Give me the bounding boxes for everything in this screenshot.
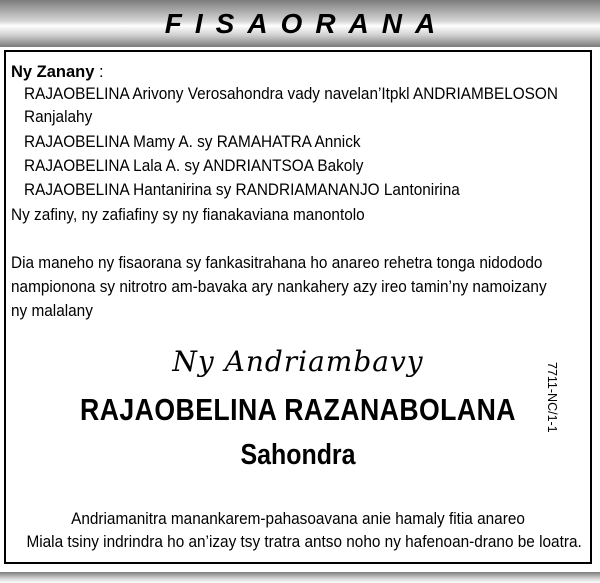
- closing-line-2: Miala tsiny indrindra ho an’izay tsy tratra antso noho ny hafenoan-drano be loatra.: [26, 533, 582, 551]
- family-label-colon: :: [94, 63, 104, 81]
- footer-bar: [0, 572, 600, 583]
- child-line-4: RAJAOBELINA Lala A. sy ANDRIANTSOA Bakoly: [24, 157, 364, 175]
- closing-line-1: Andriamanitra manankarem-pahasoavana anie hamaly fitia anareo: [71, 510, 525, 528]
- message-line-1: Dia maneho ny fisaorana sy fankasitrahana ho anareo rehetra tonga nidododo: [11, 254, 543, 272]
- child-line-1: RAJAOBELINA Arivony Verosahondra vady navelan’Itpkl ANDRIAMBELOSON: [24, 85, 558, 103]
- reference-code: 7711-NC/1-1: [545, 362, 559, 433]
- page-title: FISAORANA: [164, 7, 449, 39]
- deceased-name: RAJAOBELINA RAZANABOLANA: [80, 392, 516, 427]
- message-line-2: nampionona sy nitrotro am-bavaka ary nankahery azy ireo tamin’ny namoizany: [11, 278, 547, 296]
- extended-family-line: Ny zafiny, ny zafiafiny sy ny fianakaviana manontolo: [11, 206, 365, 224]
- deceased-given-name: Sahondra: [240, 439, 356, 471]
- child-line-5: RAJAOBELINA Hantanirina sy RANDRIAMANANJO Lantonirina: [24, 181, 460, 199]
- family-label: Ny Zanany: [11, 63, 95, 81]
- notice-frame: [4, 50, 592, 564]
- header-banner: [0, 0, 600, 47]
- family-label-line: [11, 60, 104, 84]
- child-line-2: Ranjalahy: [24, 108, 93, 126]
- child-line-3: RAJAOBELINA Mamy A. sy RAMAHATRA Annick: [24, 133, 361, 151]
- honorific-title: Ny Andriambavy: [172, 345, 424, 378]
- message-line-3: ny malalany: [11, 302, 93, 320]
